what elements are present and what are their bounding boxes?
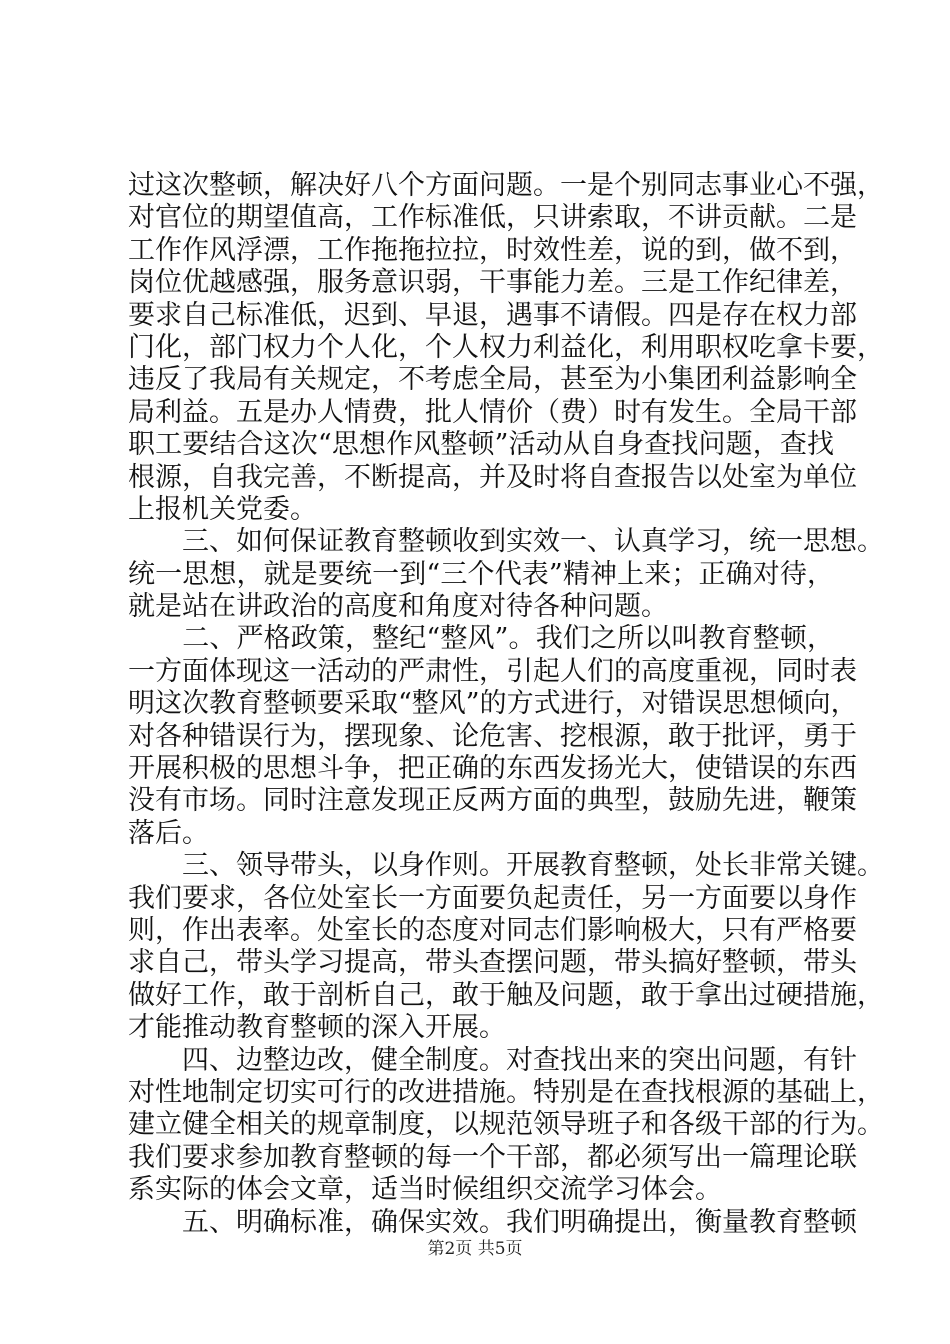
text-line: 对各种错误行为，摆现象、论危害、挖根源，敢于批评，勇于 — [128, 720, 857, 752]
text-line: 违反了我局有关规定，不考虑全局，甚至为小集团利益影响全 — [128, 364, 857, 396]
text-line: 建立健全相关的规章制度，以规范领导班子和各级干部的行为。 — [128, 1109, 884, 1141]
text-line: 三、如何保证教育整顿收到实效一、认真学习，统一思想。 — [128, 526, 884, 558]
text-line: 就是站在讲政治的高度和角度对待各种问题。 — [128, 591, 668, 623]
text-line: 对性地制定切实可行的改进措施。特别是在查找根源的基础上， — [128, 1076, 884, 1108]
text-line: 二、严格政策，整纪“整风”。我们之所以叫教育整顿， — [128, 623, 834, 655]
text-line: 工作作风浮漂，工作拖拖拉拉，时效性差，说的到，做不到， — [128, 234, 857, 266]
text-line: 求自己，带头学习提高，带头查摆问题，带头搞好整顿，带头 — [128, 947, 857, 979]
text-line: 上报机关党委。 — [128, 493, 317, 525]
text-line: 岗位优越感强，服务意识弱，干事能力差。三是工作纪律差， — [128, 267, 857, 299]
text-line: 我们要求，各位处室长一方面要负起责任，另一方面要以身作 — [128, 882, 857, 914]
text-line: 我们要求参加教育整顿的每一个干部，都必须写出一篇理论联 — [128, 1141, 857, 1173]
text-line: 明这次教育整顿要采取“整风”的方式进行，对错误思想倾向， — [128, 688, 858, 720]
text-line: 没有市场。同时注意发现正反两方面的典型，鼓励先进，鞭策 — [128, 785, 857, 817]
text-line: 四、边整边改，健全制度。对查找出来的突出问题，有针 — [128, 1044, 857, 1076]
text-line: 统一思想，就是要统一到“三个代表”精神上来；正确对待， — [128, 558, 834, 590]
text-line: 五、明确标准，确保实效。我们明确提出，衡量教育整顿 — [128, 1206, 857, 1238]
text-line: 局利益。五是办人情费，批人情价（费）时有发生。全局干部 — [128, 396, 857, 428]
text-line: 过这次整顿，解决好八个方面问题。一是个别同志事业心不强， — [128, 170, 884, 201]
text-line: 要求自己标准低，迟到、早退，遇事不请假。四是存在权力部 — [128, 299, 857, 331]
text-line: 职工要结合这次“思想作风整顿”活动从自身查找问题，查找 — [128, 429, 834, 461]
text-line: 则，作出表率。处室长的态度对同志们影响极大，只有严格要 — [128, 914, 857, 946]
text-line: 对官位的期望值高，工作标准低，只讲索取，不讲贡献。二是 — [128, 202, 857, 234]
text-line: 三、领导带头，以身作则。开展教育整顿，处长非常关键。 — [128, 850, 884, 882]
text-line: 落后。 — [128, 817, 209, 849]
text-line: 才能推动教育整顿的深入开展。 — [128, 1012, 506, 1044]
document-body — [128, 170, 884, 1239]
text-line: 系实际的体会文章，适当时候组织交流学习体会。 — [128, 1174, 722, 1206]
text-line: 门化，部门权力个人化，个人权力利益化，利用职权吃拿卡要， — [128, 331, 884, 363]
text-line: 做好工作，敢于剖析自己，敢于触及问题，敢于拿出过硬措施， — [128, 979, 884, 1011]
text-line: 开展积极的思想斗争，把正确的东西发扬光大，使错误的东西 — [128, 753, 857, 785]
page-number-footer: 第2页 共5页 — [427, 1239, 523, 1259]
text-line: 一方面体现这一活动的严肃性，引起人们的高度重视，同时表 — [128, 655, 857, 687]
text-line: 根源，自我完善，不断提高，并及时将自查报告以处室为单位 — [128, 461, 857, 493]
